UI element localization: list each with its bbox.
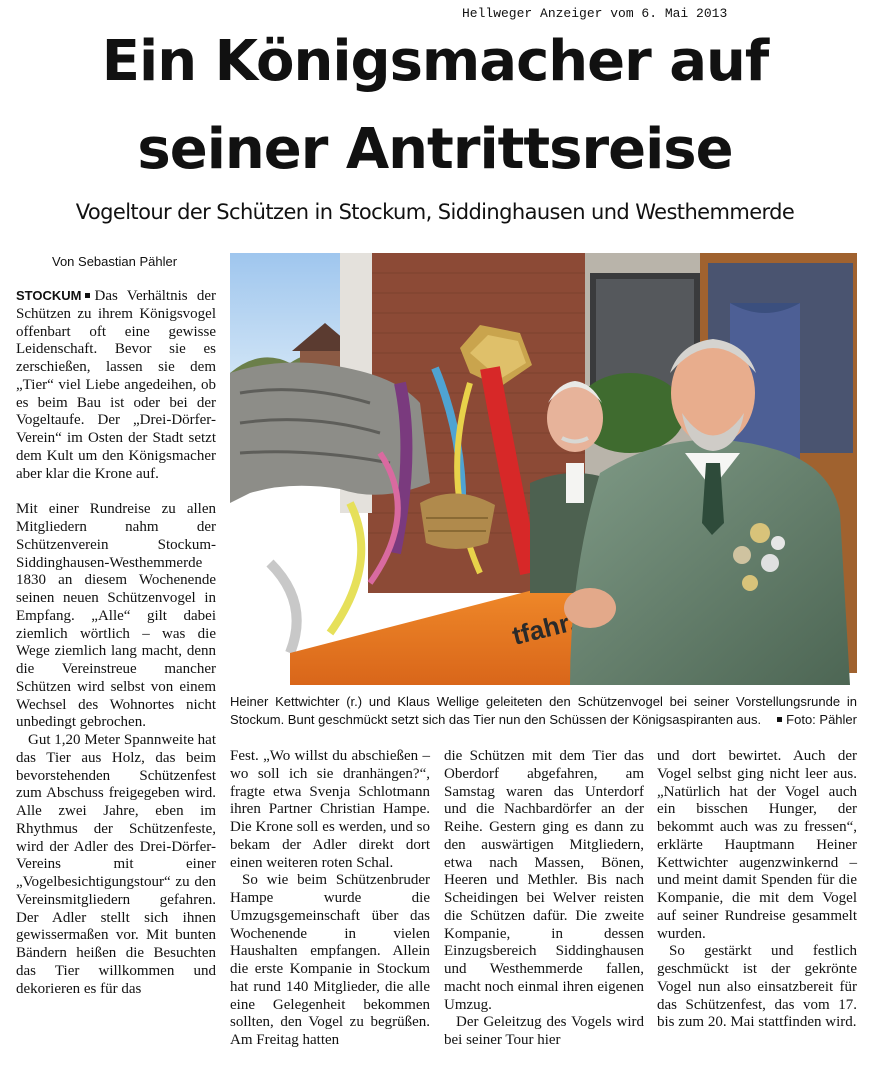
photo-illustration [230,253,857,685]
paragraph: die Schützen mit dem Tier das Oberdorf abgefahren, am Samstag waren das Unterdorf und die Nachbardörfer an der Reihe. Gestern ging es dann zu den auswärtigen Mitgliedern, etwa nach Massen, Bönen, Heeren und Methler. Bis nach Scheidingen bei Welver reisten die Schützen dafür. Die zweite Kompanie, in dessen Einzugsbereich Siddinghausen und Westhemmerde fallen, macht noch einmal ihren eigenen Umzug. [444,748,644,1013]
paragraph: So wie beim Schützenbruder Hampe wurde die Umzugsgemeinschaft über das Wochenende in vielen Haushalten empfangen. Allein die erste Kompanie in Stockum hat rund 140 Mitglieder, die alle eine Gelegenheit bekommen sollten, den Vogel zu begrüßen. Am Freitag hatten [230,872,430,1048]
source-line: Hellweger Anzeiger vom 6. Mai 2013 [462,6,728,21]
dateline: STOCKUM [16,288,82,303]
article-column-1 [16,287,216,998]
article-column-4 [657,748,857,1032]
lead-text: Das Verhältnis der Schützen zu ihrem Königsvogel offenbart oft eine gewisse Leidenschaft. Bevor sie es zerschießen, lassen sie dem „Tier“ viel Liebe angedeihen, ob es beim Bau ist oder bei der Vogeltaufe. Der „Drei-Dörfer-Verein“ im Osten der Stadt setzt dem Kult um den Königsmacher aber klar die Krone auf. [16,288,216,482]
credit-square-icon [777,717,782,722]
caption-text: Heiner Kettwichter (r.) und Klaus Wellige geleiteten den Schützenvogel bei seiner Vorstellungsrunde in Stockum. Bunt geschmückt setzt sich das Tier nun den Schüssen der Königsaspiranten aus. [230,694,857,727]
paragraph: Gut 1,20 Meter Spannweite hat das Tier aus Holz, das beim bevorstehenden Schützenfest zum Abschuss freigegeben wird. Alle zwei Jahre, eben im Rhythmus der Schützenfeste, wird der Adler des Drei-Dörfer-Vereins mit einer „Vogelbesichtigungstour“ zu den Vereinsmitgliedern gefahren. Der Adler stellt sich ihnen gewissermaßen vor. Mit bunten Bändern heißen die Besuchten das Tier willkommen und dekorieren es für das [16,732,216,997]
paragraph: und dort bewirtet. Auch der Vogel selbst ging nicht leer aus. „Natürlich hat der Vogel auch ein bisschen Hunger, der bekommt auch was zu fressen“, erklärte Hauptmann Heiner Kettwichter augenzwinkernd – und meint damit Spenden für die Kompanie, die mit dem Vogel auf seiner Rundreise gesammelt wurden. [657,748,857,942]
paragraph: So gestärkt und festlich geschmückt ist der gekrönte Vogel nun also einsatzbereit für das Schützenfest, das vom 17. bis zum 20. Mai stattfinden wird. [657,943,857,1031]
article-photo [230,253,857,685]
paragraph: Mit einer Rundreise zu allen Mitgliedern nahm der Schützenverein Stockum-Siddinghausen-Westhemmerde 1830 an diesem Wochenende seinen neuen Schützenvogel in Empfang. „Alle“ gilt dabei ziemlich wörtlich – was die Wege ziemlich lang macht, denn die Vereinstreue mancher Schützen wird selbst von einem Wechsel des Wohnortes nicht unbedingt gebrochen. [16,501,216,731]
paragraph: Der Geleitzug des Vogels wird bei seiner Tour hier [444,1014,644,1048]
headline-line-1: Ein Königsmacher auf [101,29,769,94]
paragraph: Fest. „Wo willst du abschießen – wo soll ich sie dranhängen?“, fragte etwa Svenja Schlotmann ihren Partner Christian Hampe. Die Krone soll es werden, und so bekam der Adler direkt dort einen weiteren roten Schal. [230,748,430,871]
photo-caption [230,693,857,729]
article-column-3 [444,748,644,1050]
credit-text: Foto: Pähler [786,712,857,727]
byline: Von Sebastian Pähler [52,254,178,269]
article-column-2 [230,748,430,1050]
dateline-square-icon [85,293,90,298]
photo-credit [773,711,857,729]
headline-line-2: seiner Antrittsreise [137,117,733,182]
lead-paragraph [16,287,216,483]
subheadline: Vogeltour der Schützen in Stockum, Siddinghausen und Westhemmerde [75,200,795,224]
